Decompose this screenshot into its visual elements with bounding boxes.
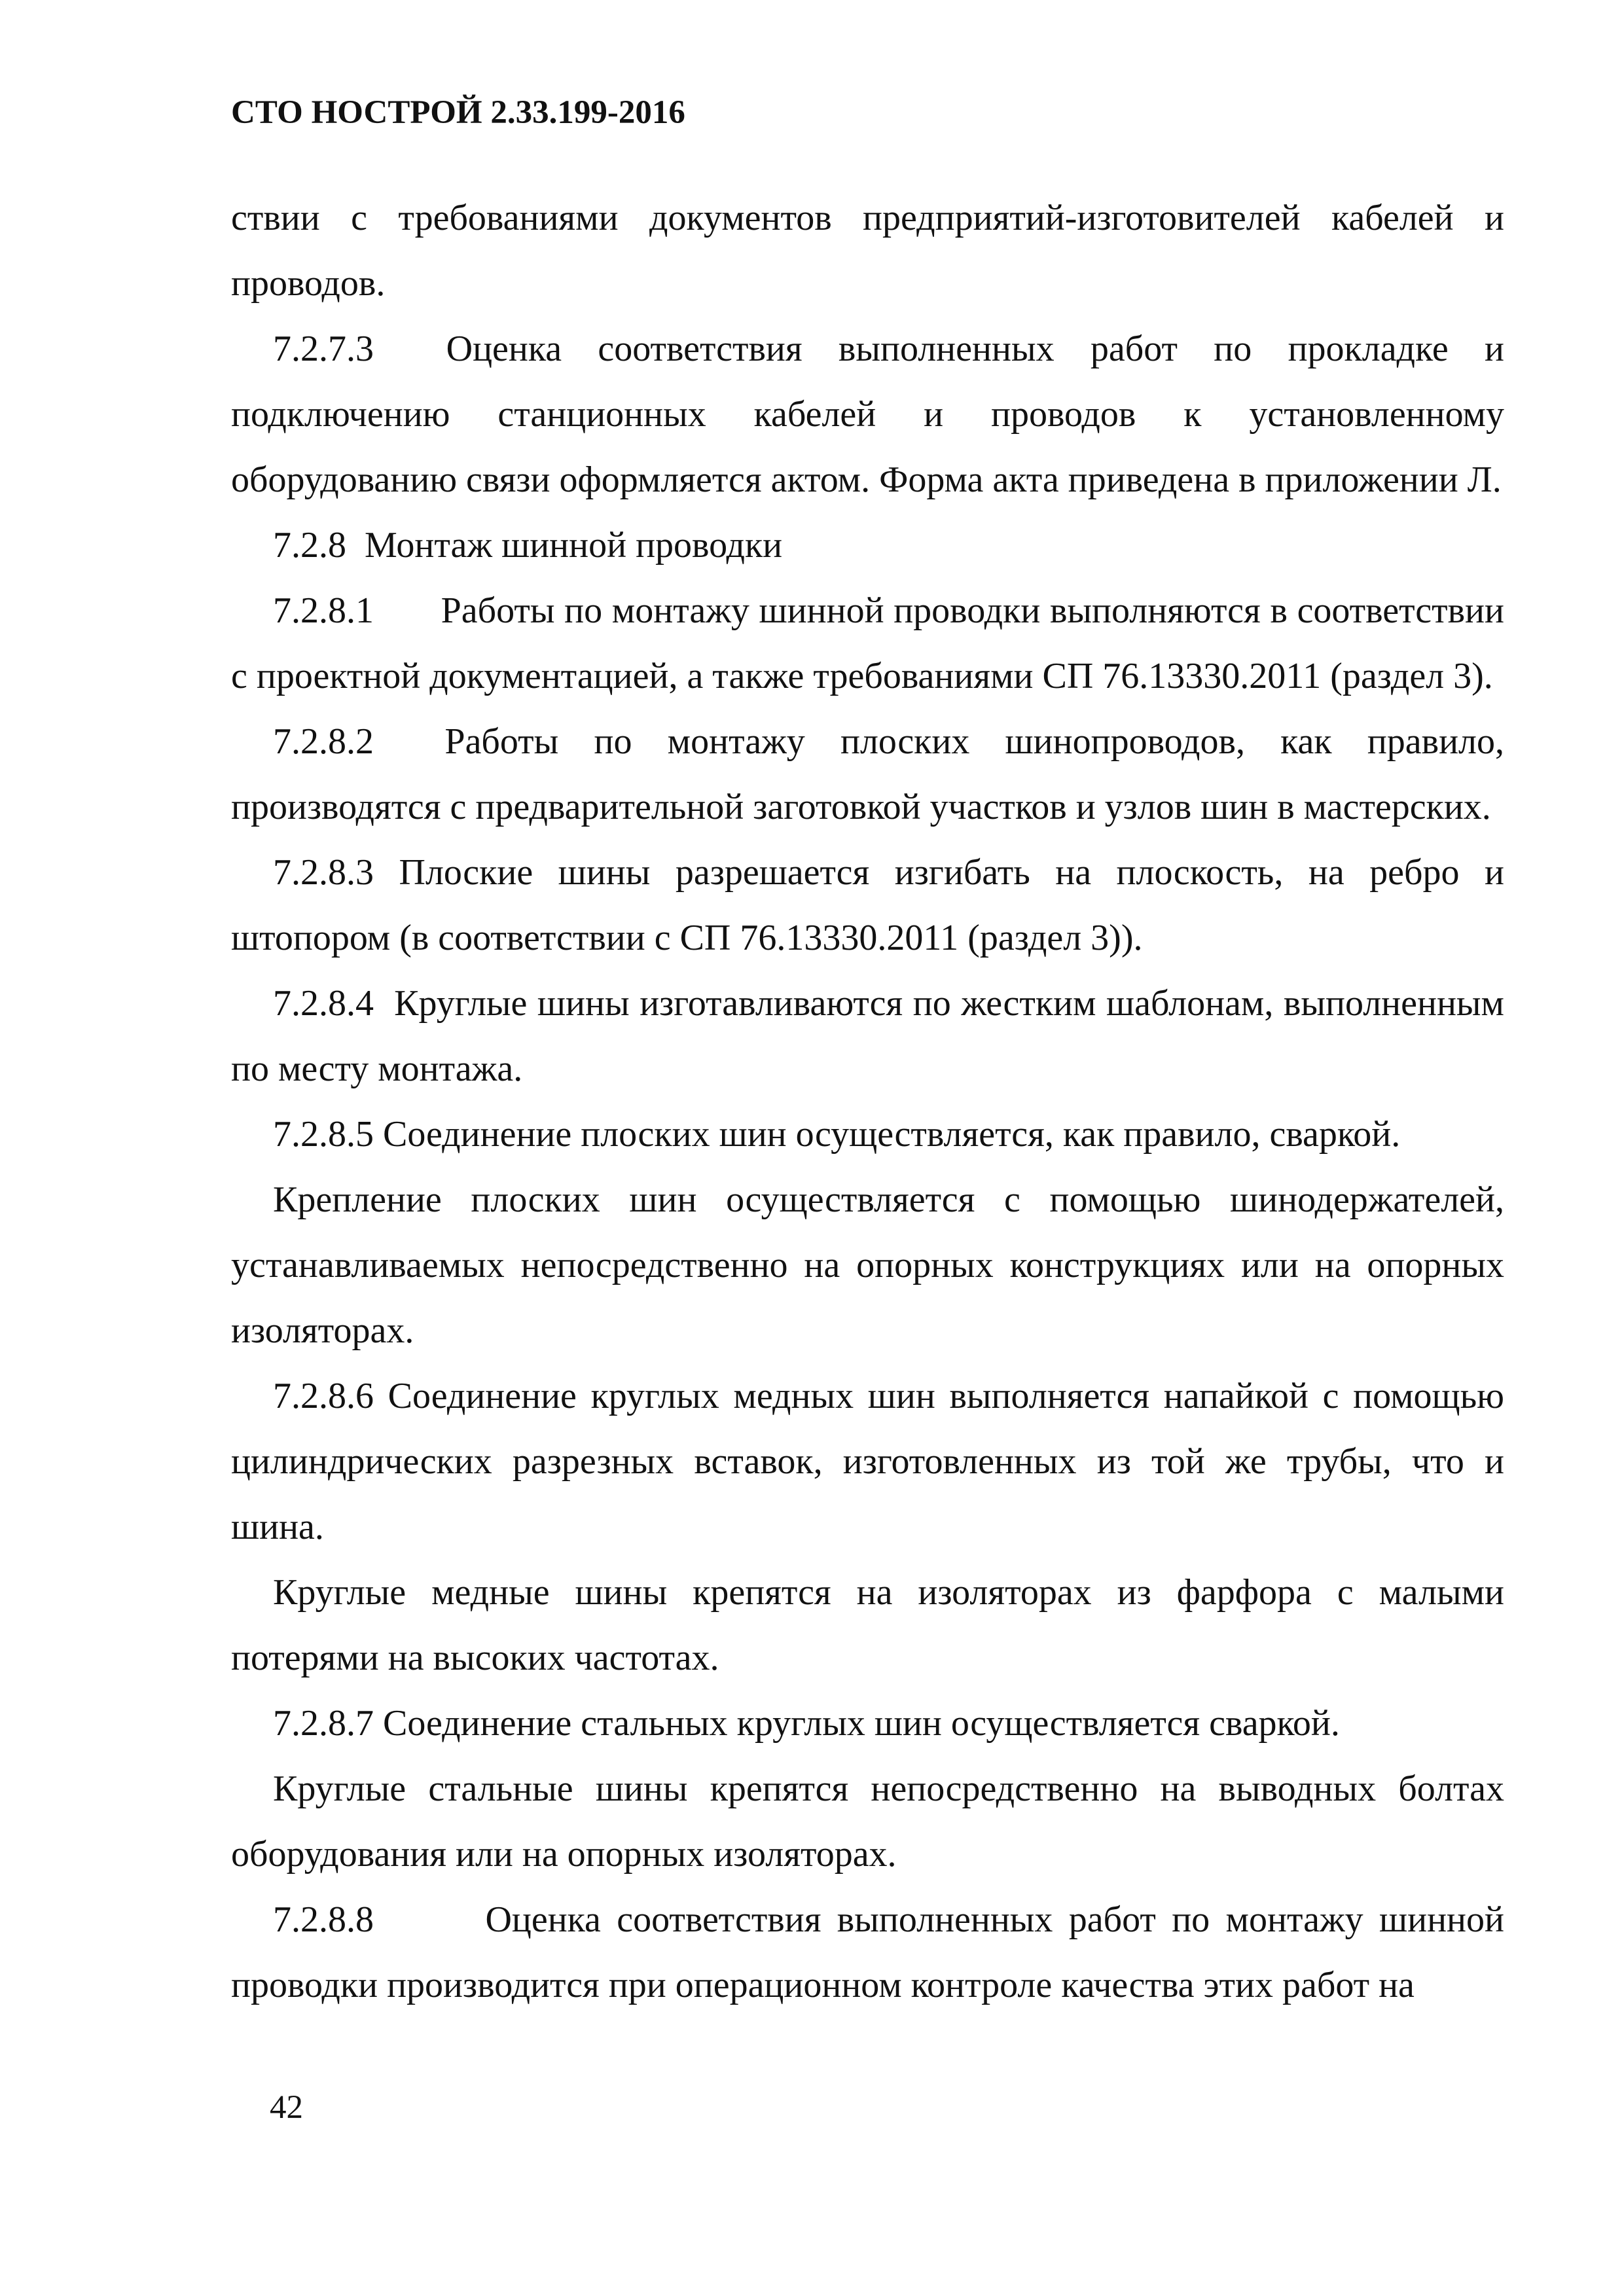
- paragraph-7-2-7-3: 7.2.7.3 Оценка соответствия выполненных работ по прокладке и подключению станционных кабелей и проводов к установленному оборудованию связи оформляется актом. Форма акта приведена в приложении Л.: [231, 329, 1513, 500]
- paragraph-7-2-8-7: 7.2.8.7 Соединение стальных круглых шин осуществляется сваркой.: [273, 1703, 1340, 1744]
- paragraph-7-2-8-8: 7.2.8.8 Оценка соответствия выполненных работ по монтажу шинной проводки производится при операционном контроле качества этих работ на: [231, 1899, 1513, 2005]
- paragraph-7-2-8-3: 7.2.8.3 Плоские шины разрешается изгибать на плоскость, на ребро и штопором (в соответствии с СП 76.13330.2011 (раздел 3)).: [231, 852, 1504, 958]
- paragraph-7-2-8-2: 7.2.8.2 Работы по монтажу плоских шинопроводов, как правило, производятся с предварительной заготовкой участков и узлов шин в мастерских.: [231, 721, 1513, 827]
- paragraph-7-2-8-4: 7.2.8.4 Круглые шины изготавливаются по жестким шаблонам, выполненным по месту монтажа.: [231, 983, 1513, 1089]
- section-heading-7-2-8: 7.2.8 Монтаж шинной проводки: [273, 525, 783, 565]
- document-body: [231, 185, 1513, 2018]
- paragraph-continuation: ствии с требованиями документов предприятий-изготовителей кабелей и проводов.: [231, 198, 1504, 304]
- document-header: СТО НОСТРОЙ 2.33.199-2016: [231, 94, 685, 131]
- paragraph-7-2-8-5: 7.2.8.5 Соединение плоских шин осуществляется, как правило, сваркой.: [273, 1114, 1401, 1155]
- paragraph-7-2-8-1: 7.2.8.1 Работы по монтажу шинной проводки выполняются в соответствии с проектной документацией, а также требованиями СП 76.13330.2011 (раздел 3).: [231, 590, 1513, 696]
- paragraph-flat-bus-fastening: Крепление плоских шин осуществляется с помощью шинодержателей, устанавливаемых непосредственно на опорных конструкциях или на опорных изоляторах.: [231, 1179, 1504, 1351]
- paragraph-round-steel-bus: Круглые стальные шины крепятся непосредственно на выводных болтах оборудования или на опорных изоляторах.: [231, 1768, 1504, 1874]
- paragraph-round-copper-bus: Круглые медные шины крепятся на изоляторах из фарфора с малыми потерями на высоких частотах.: [231, 1572, 1504, 1678]
- paragraph-7-2-8-6: 7.2.8.6 Соединение круглых медных шин выполняется напайкой с помощью цилиндрических разрезных вставок, изготовленных из той же трубы, что и шина.: [231, 1376, 1504, 1547]
- page-number: 42: [270, 2089, 303, 2126]
